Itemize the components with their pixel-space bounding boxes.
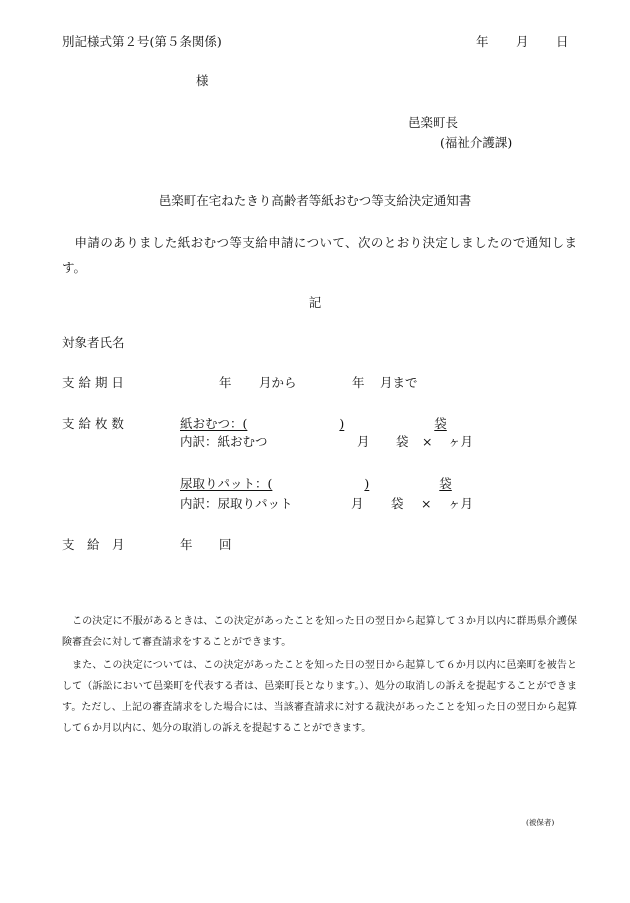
pad-close-paren: ) [364, 476, 370, 491]
diaper-unit: 袋 [434, 416, 447, 431]
pad-item-label: 尿取りパット：( [180, 476, 273, 491]
intro-paragraph: 申請のありました紙おむつ等支給申請について、次のとおり決定しましたので通知します。 [62, 235, 577, 275]
pad-months: ヶ月 [448, 496, 474, 511]
diaper-breakdown-label: 内訳：紙おむつ [180, 434, 268, 449]
month-year: 年 [180, 537, 193, 552]
notice-paragraph-2: また、この決定については、この決定があったことを知った日の翌日から起算して６か月以内に邑楽町を被告として（訴訟において邑楽町を代表する者は、邑楽町長となります。）、処分の取消しの訴えを提起することができます。ただし、上記の審査請求をした場合には、当該審査請求に対する裁決があったことを知った日の翌日から起算して６か月以内に、処分の取消しの訴えを提起することができます。 [62, 660, 577, 734]
date-day-label: 日 [556, 34, 569, 49]
diaper-months: ヶ月 [448, 434, 474, 449]
diaper-times: × [422, 434, 433, 449]
date-month-label: 月 [516, 34, 529, 49]
period-year-to: 年 [352, 375, 365, 390]
pad-item-line [180, 476, 452, 491]
period-month-to: 月まで [380, 375, 418, 390]
date-year-label: 年 [476, 34, 489, 49]
period-label: 支 給 期 日 [62, 375, 124, 390]
period-year-from: 年 [219, 375, 232, 390]
diaper-item-label: 紙おむつ：( [180, 416, 248, 431]
subject-name-label: 対象者氏名 [62, 335, 125, 350]
footer-note: (被保者) [526, 818, 555, 827]
pad-month: 月 [351, 496, 364, 511]
count-label: 支 給 枚 数 [62, 416, 124, 431]
pad-times: × [421, 496, 432, 511]
pad-bags: 袋 [391, 496, 404, 511]
sender-department: (福祉介護課) [440, 135, 513, 150]
notice-paragraph-1: この決定に不服があるときは、この決定があったことを知った日の翌日から起算して３か月以内に群馬県介護保険審査会に対して審査請求をすることができます。 [62, 616, 577, 648]
pad-unit: 袋 [439, 476, 452, 491]
ki-label: 記 [308, 295, 322, 310]
sender-title: 邑楽町長 [408, 115, 459, 130]
diaper-bags: 袋 [396, 434, 409, 449]
recipient-honorific: 様 [196, 73, 209, 88]
diaper-month: 月 [357, 434, 370, 449]
form-id: 別記様式第２号(第５条関係) [62, 34, 222, 49]
pad-breakdown-label: 内訳：尿取りパット [180, 496, 293, 511]
period-month-from: 月から [259, 375, 297, 390]
diaper-item-line [180, 416, 447, 431]
document-title: 邑楽町在宅ねたきり高齢者等紙おむつ等支給決定通知書 [158, 193, 472, 208]
month-label: 支 給 月 [62, 537, 125, 552]
month-times: 回 [219, 537, 232, 552]
diaper-close-paren: ) [339, 416, 345, 431]
